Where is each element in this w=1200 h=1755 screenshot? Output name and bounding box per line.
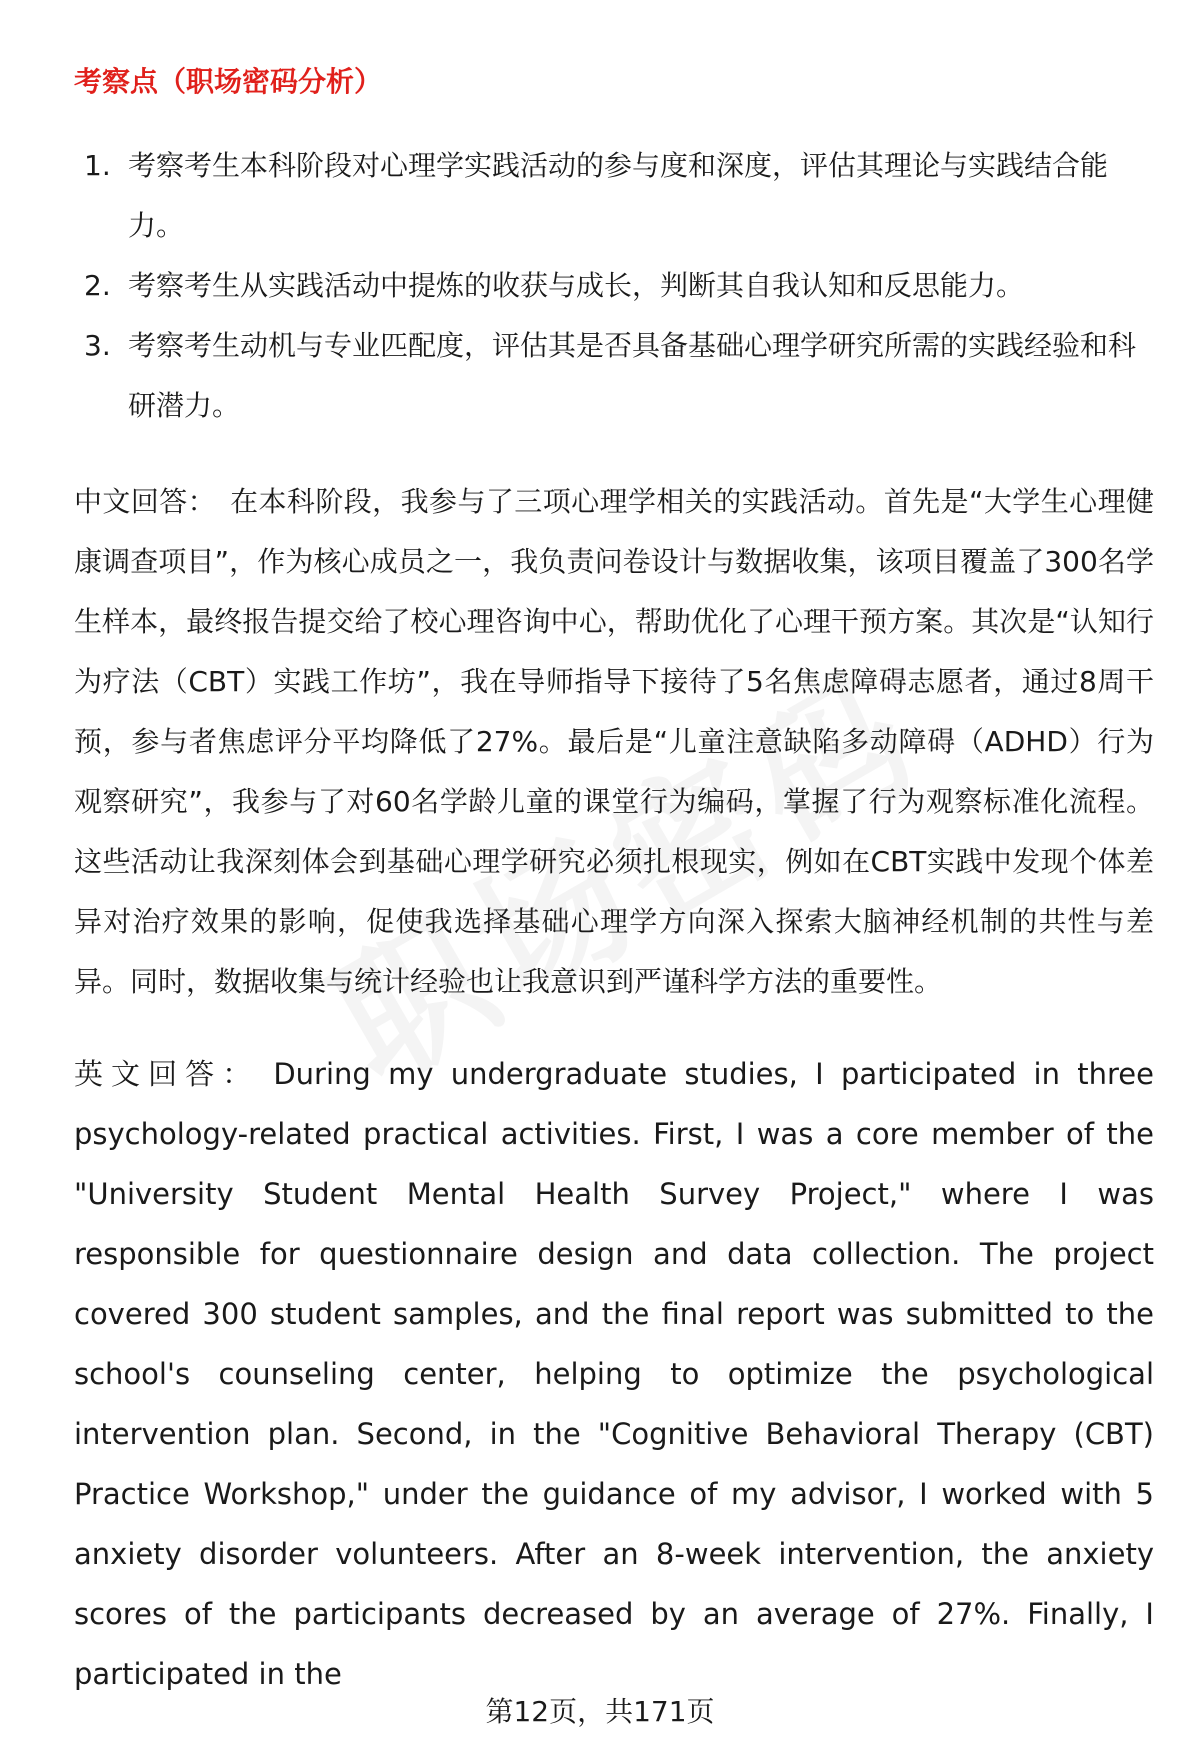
page-content	[74, 58, 1154, 1704]
page-number: 第12页，共171页	[485, 1695, 715, 1728]
list-item-text: 考察考生动机与专业匹配度，评估其是否具备基础心理学研究所需的实践经验和科研潜力。	[128, 329, 1137, 422]
list-item	[74, 136, 1154, 256]
english-answer	[74, 1044, 1154, 1704]
list-number: 1.	[84, 149, 111, 182]
list-number: 3.	[84, 329, 111, 362]
list-number: 2.	[84, 269, 111, 302]
list-item-text: 考察考生从实践活动中提炼的收获与成长，判断其自我认知和反思能力。	[128, 269, 1025, 302]
chinese-answer	[74, 472, 1154, 1012]
section-title: 考察点（职场密码分析）	[74, 65, 383, 98]
english-answer-label: 英文回答：	[74, 1057, 260, 1091]
list-item	[74, 256, 1154, 316]
english-answer-text: During my undergraduate studies, I participated in three psychology-related practical activities. First, I was a core member of the "University Student Mental Health Survey Project," where I was responsible for questionnaire design and data collection. The project covered 300 student samples, and the final report was submitted to the school's counseling center, helping to optimize the psychological intervention plan. Second, in the "Cognitive Behavioral Therapy (CBT) Practice Workshop," under the guidance of my advisor, I worked with 5 anxiety disorder volunteers. After an 8-week intervention, the anxiety scores of the participants decreased by an average of 27%. Finally, I participated in the	[74, 1057, 1154, 1691]
chinese-answer-label: 中文回答：	[74, 485, 217, 518]
list-item	[74, 316, 1154, 436]
chinese-answer-text: 在本科阶段，我参与了三项心理学相关的实践活动。首先是“大学生心理健康调查项目”，作为核心成员之一，我负责问卷设计与数据收集，该项目覆盖了300名学生样本，最终报告提交给了校心理咨询中心，帮助优化了心理干预方案。其次是“认知行为疗法（CBT）实践工作坊”，我在导师指导下接待了5名焦虑障碍志愿者，通过8周干预，参与者焦虑评分平均降低了27%。最后是“儿童注意缺陷多动障碍（ADHD）行为观察研究”，我参与了对60名学龄儿童的课堂行为编码，掌握了行为观察标准化流程。这些活动让我深刻体会到基础心理学研究必须扎根现实，例如在CBT实践中发现个体差异对治疗效果的影响，促使我选择基础心理学方向深入探索大脑神经机制的共性与差异。同时，数据收集与统计经验也让我意识到严谨科学方法的重要性。	[74, 485, 1154, 998]
exam-points-list	[74, 136, 1154, 436]
list-item-text: 考察考生本科阶段对心理学实践活动的参与度和深度，评估其理论与实践结合能力。	[128, 149, 1109, 242]
